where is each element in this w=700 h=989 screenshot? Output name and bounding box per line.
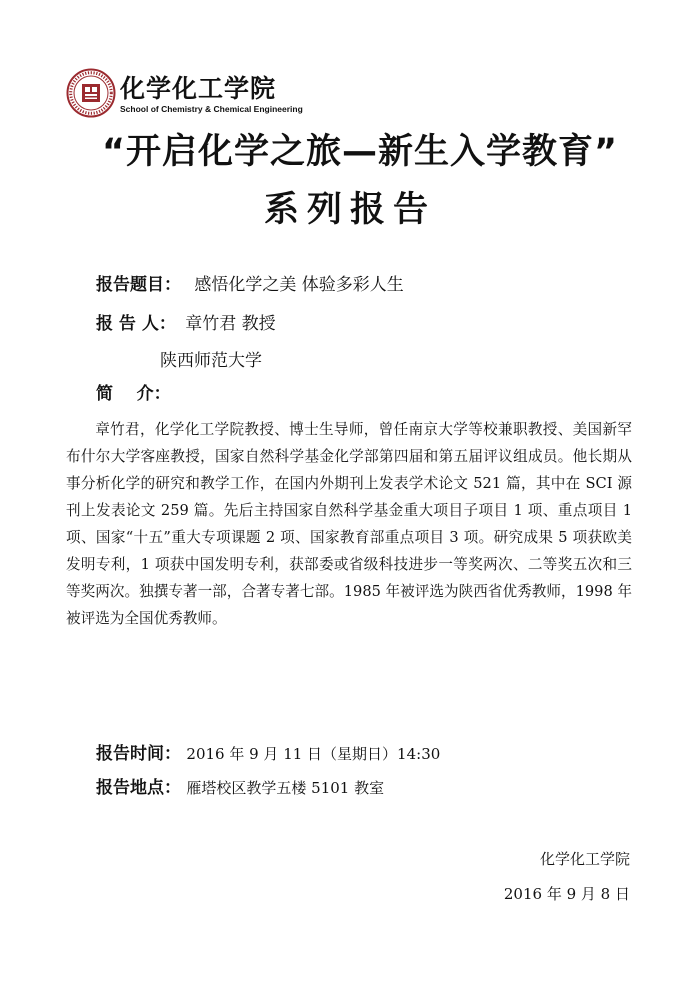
document-title-line1: “开启化学之旅—新生入学教育” (101, 132, 618, 172)
logo-chinese-name: 化学化工学院 (120, 74, 277, 103)
intro-label: 简 介： (96, 384, 171, 404)
logo-english-name: School of Chemistry & Chemical Engineering (120, 104, 303, 114)
topic-label: 报告题目： (96, 275, 181, 295)
speaker-affiliation: 陕西师范大学 (160, 351, 262, 371)
footer-date: 2016 年 9 月 8 日 (503, 885, 630, 903)
footer-organization: 化学化工学院 (539, 850, 630, 868)
document-title-line2: 系列报告 (263, 190, 436, 230)
speaker-label: 报 告 人： (96, 314, 176, 334)
speaker-bio: 章竹君，化学化工学院教授、博士生导师，曾任南京大学等校兼职教授、美国新罕布什尔大学客座教授，国家自然科学基金化学部第四届和第五届评议组成员。他长期从事分析化学的研究和教学工作，在国内外期刊上发表学术论文 521 篇，其中在 SCI 源刊上发表论文 259 篇。先后主持国家自然科学基金重大项目子项目 1 项、重点项目 1 项、国家“十五”重大专项课题 2 项、国家教育部重点项目 3 项。研究成果 5 项获欧美发明专利，1 项获中国发明专利，获部委或省级科技进步一等奖两次、二等奖五次和三等奖两次。独撰专著一部，合著专著七部。1985 年被评选为陕西省优秀教师，1998 年被评选为全国优秀教师。 (66, 421, 632, 627)
time-row (96, 739, 440, 764)
speaker-row (96, 309, 276, 334)
school-logo (66, 68, 306, 118)
topic-row (96, 270, 404, 295)
place-label: 报告地点： (96, 778, 181, 798)
speaker-value: 章竹君 教授 (185, 314, 276, 334)
place-value: 雁塔校区教学五楼 5101 教室 (186, 779, 385, 797)
time-value: 2016 年 9 月 11 日（星期日）14:30 (186, 745, 441, 763)
time-label: 报告时间： (96, 744, 181, 764)
topic-value: 感悟化学之美 体验多彩人生 (194, 275, 404, 295)
place-row (96, 773, 384, 798)
university-seal-icon (66, 68, 116, 118)
